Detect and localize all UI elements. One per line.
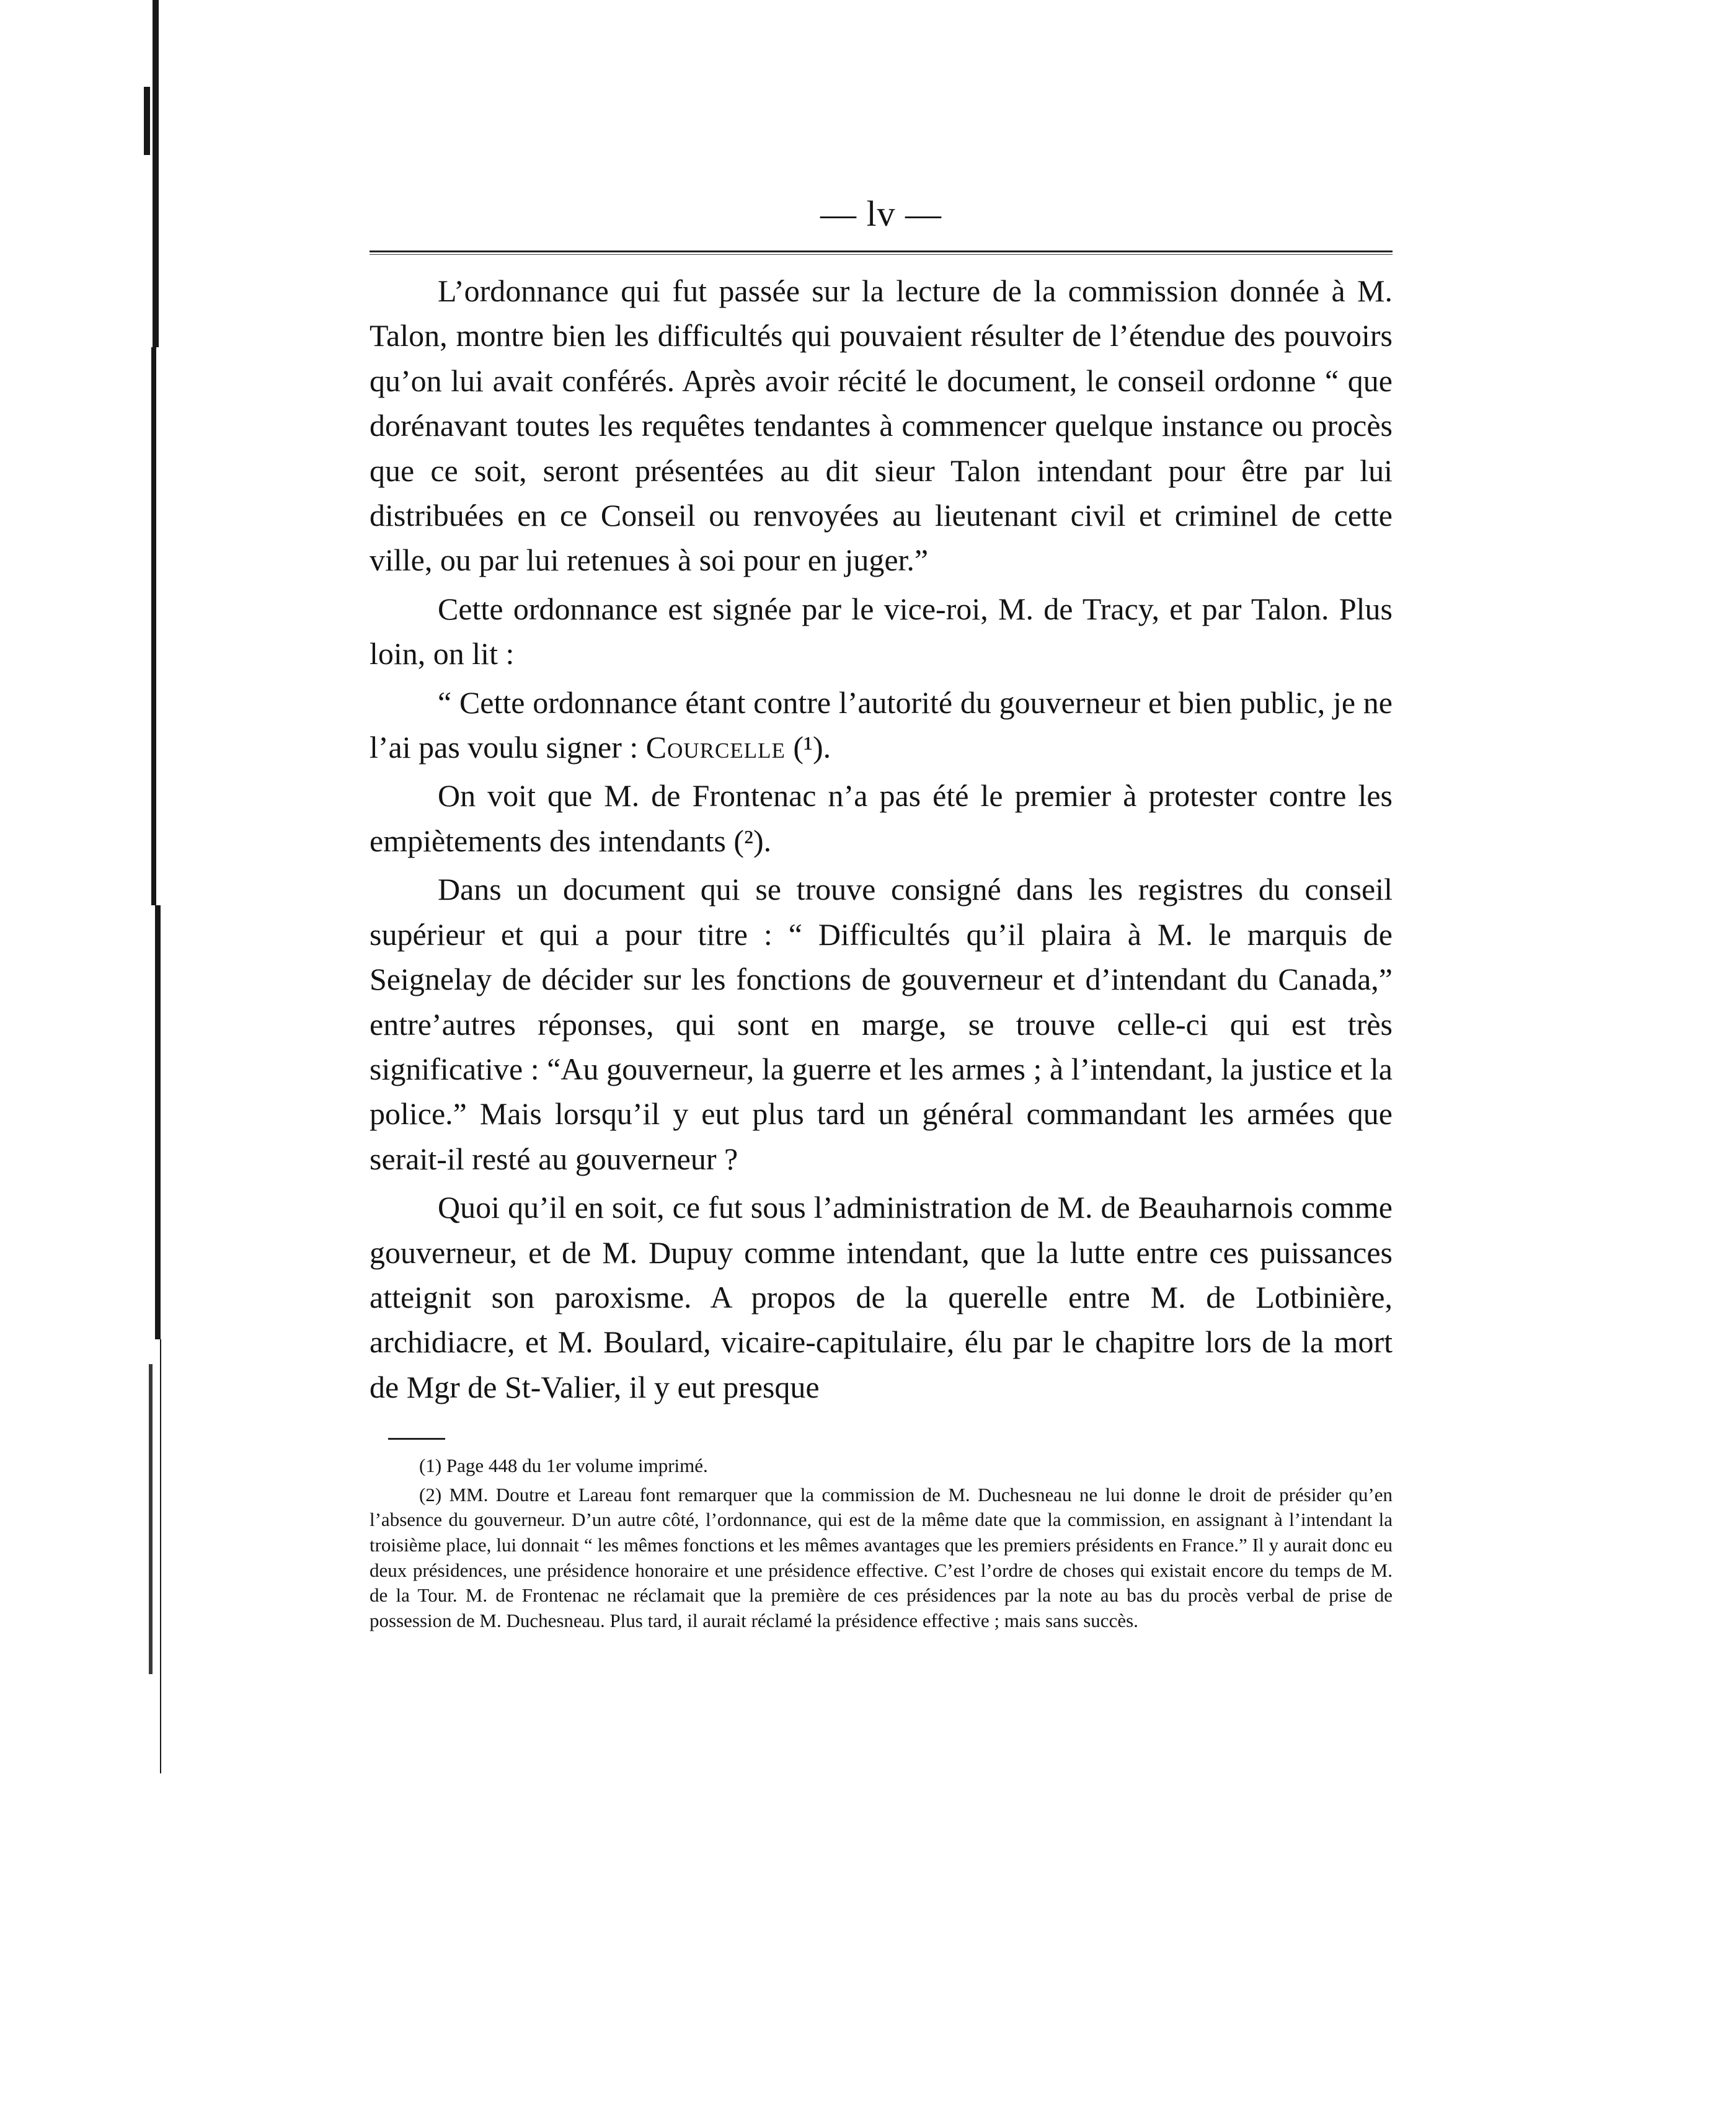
footnote-1: (1) Page 448 du 1er volume imprimé. [419,1455,708,1477]
paragraph-quote [370,680,1393,770]
footnote-rule [388,1438,445,1440]
paragraph-text: On voit que M. de Frontenac n’a pas été le premier à protester contre les empiètements des intendants [370,778,1393,858]
paragraph: L’ordonnance qui fut passée sur la lecture de la commission donnée à M. Talon, montre bien les difficultés qui pouvaient résulter de l’étendue des pouvoirs qu’on lui avait conférés. Après avoir récité le document, le conseil ordonne “ que dorénavant toutes les requêtes tendantes à commencer quelque instance ou procès que ce soit, seront présentées au dit sieur Talon intendant pour être par lui distribuées en ce Conseil ou renvoyées au lieutenant civil et criminel de cette ville, ou par lui retenues à soi pour en juger.” [370,273,1393,578]
paragraph: Cette ordonnance est signée par le vice-roi, M. de Tracy, et par Talon. Plus loin, on lit : [370,591,1393,672]
body-text [370,268,1393,1409]
header-rule [370,251,1393,255]
document-page [370,186,1393,1633]
page-number-header: — lv — [820,193,942,234]
paragraph: Quoi qu’il en soit, ce fut sous l’administration de M. de Beauharnois comme gouverneur, et de M. Dupuy comme intendant, que la lutte entre ces puissances atteignit son paroxisme. A propos de la querelle entre M. de Lotbinière, archidiacre, et M. Boulard, vicaire-capitulaire, élu par le chapitre lors de la mort de Mgr de St-Valier, il y eut presque [370,1190,1393,1404]
quote-text: “ Cette ordonnance étant contre l’autorité du gouverneur et bien public, je ne l’ai pas voulu signer : [370,685,1393,765]
paragraph: Dans un document qui se trouve consigné dans les registres du conseil supérieur et qui a pour titre : “ Difficultés qu’il plaira à M. le marquis de Seignelay de décider sur les fonctions de gouverneur et d’intendant du Canada,” entre’autres réponses, qui sont en marge, se trouve celle-ci qui est très significative : “Au gouverneur, la guerre et les armes ; à l’intendant, la justice et la police.” Mais lorsqu’il y eut plus tard un général commandant les armées que serait-il resté au gouverneur ? [370,872,1393,1176]
footnote-ref-2: (²). [733,823,772,858]
signature: Courcelle [645,730,786,765]
footnote-ref-1: (¹). [793,730,831,765]
footnotes [370,1453,1393,1633]
paragraph [370,773,1393,863]
scan-binding-edge [0,0,161,2115]
footnote-2: (2) MM. Doutre et Lareau font remarquer que la commission de M. Duchesneau ne lui donne le droit de présider qu’en l’absence du gouverneur. D’un autre côté, l’ordonnance, qui est de la même date que la commission, en assignant à l’intendant la troisième place, lui donnait “ les mêmes fonctions et les mêmes avantages que les premiers présidents en France.” Il y aurait donc eu deux présidences, une présidence honoraire et une présidence effective. C’est l’ordre de choses qui existait encore du temps de M. de la Tour. M. de Frontenac ne réclamait que la première de ces présidences par la note au bas du procès verbal de prise de possession de M. Duchesneau. Plus tard, il aurait réclamé la présidence effective ; mais sans succès. [370,1483,1393,1631]
